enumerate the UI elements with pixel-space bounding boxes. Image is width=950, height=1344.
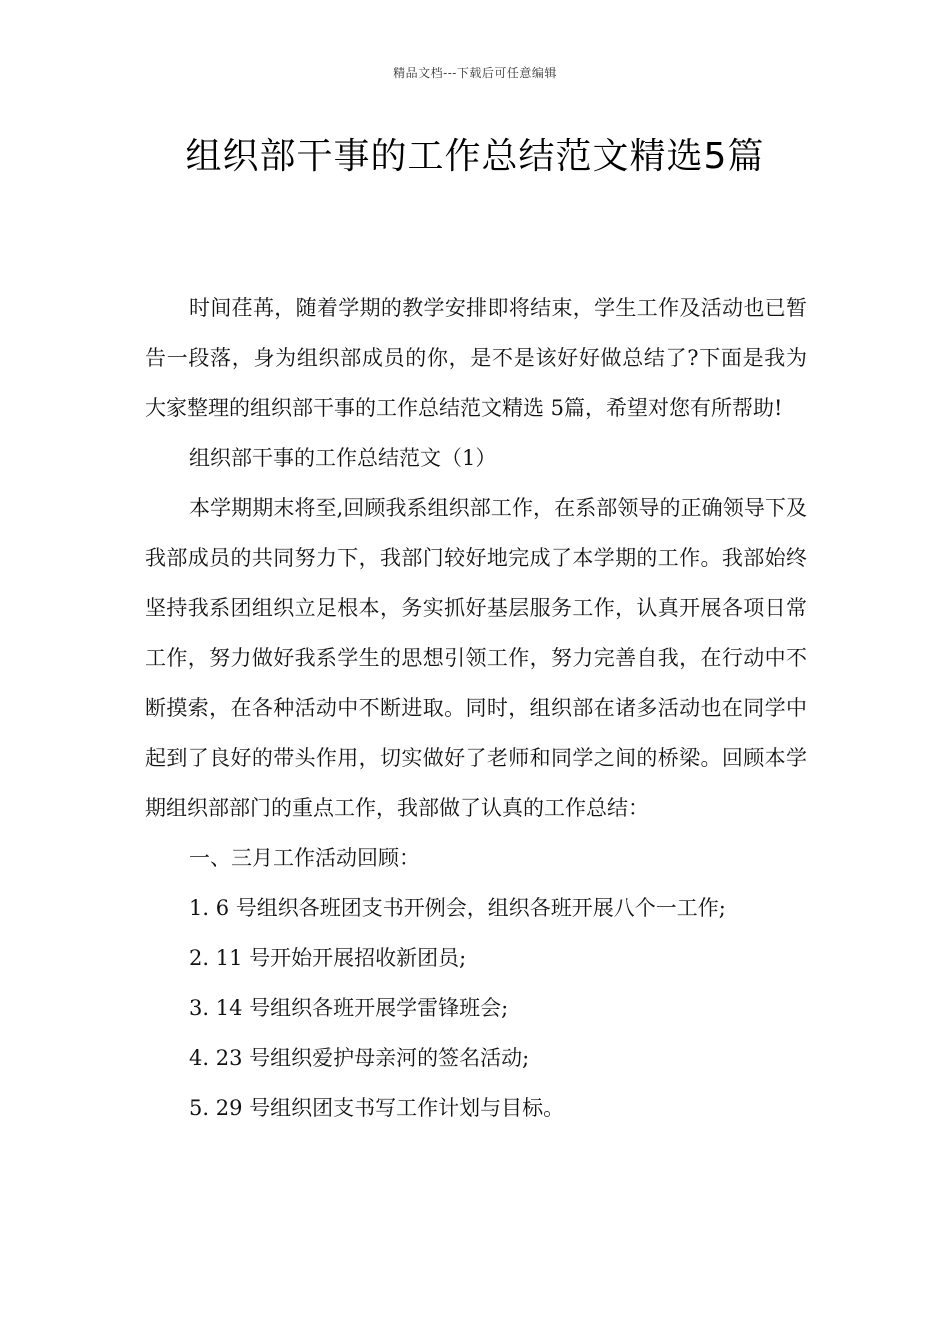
list-item: 1. 6 号组织各班团支书开例会，组织各班开展八个一工作; xyxy=(189,896,726,920)
list-item: 2. 11 号开始开展招收新团员; xyxy=(189,946,467,970)
list-item: 4. 23 号组织爱护母亲河的签名活动; xyxy=(189,1046,530,1070)
body-paragraph: 本学期期末将至,回顾我系组织部工作，在系部领导的正确领导下及我部成员的共同努力下，我部门较好地完成了本学期的工作。我部始终坚持我系团组织立足根本，务实抓好基层服务工作，认真开展各项日常工作，努力做好我系学生的思想引领工作，努力完善自我，在行动中不断摸索，在各种活动中不断进取。同时，组织部在诸多活动也在同学中起到了良好的带头作用，切实做好了老师和同学之间的桥梁。回顾本学期组织部部门的重点工作，我部做了认真的工作总结： xyxy=(145,496,807,820)
list-item: 5. 29 号组织团支书写工作计划与目标。 xyxy=(189,1096,565,1120)
document-title: 组织部干事的工作总结范文精选5篇 xyxy=(185,136,765,177)
page-header: 精品文档---下载后可任意编辑 xyxy=(393,66,557,80)
intro-paragraph: 时间荏苒，随着学期的教学安排即将结束，学生工作及活动也已暂告一段落，身为组织部成员的你，是不是该好好做总结了?下面是我为大家整理的组织部干事的工作总结范文精选 5篇，希望对您有所帮助! xyxy=(145,296,807,420)
list-item: 3. 14 号组织各班开展学雷锋班会; xyxy=(189,996,509,1020)
review-heading: 一、三月工作活动回顾： xyxy=(189,846,420,870)
document-body xyxy=(145,283,807,1133)
section-heading: 组织部干事的工作总结范文（1） xyxy=(189,446,497,470)
